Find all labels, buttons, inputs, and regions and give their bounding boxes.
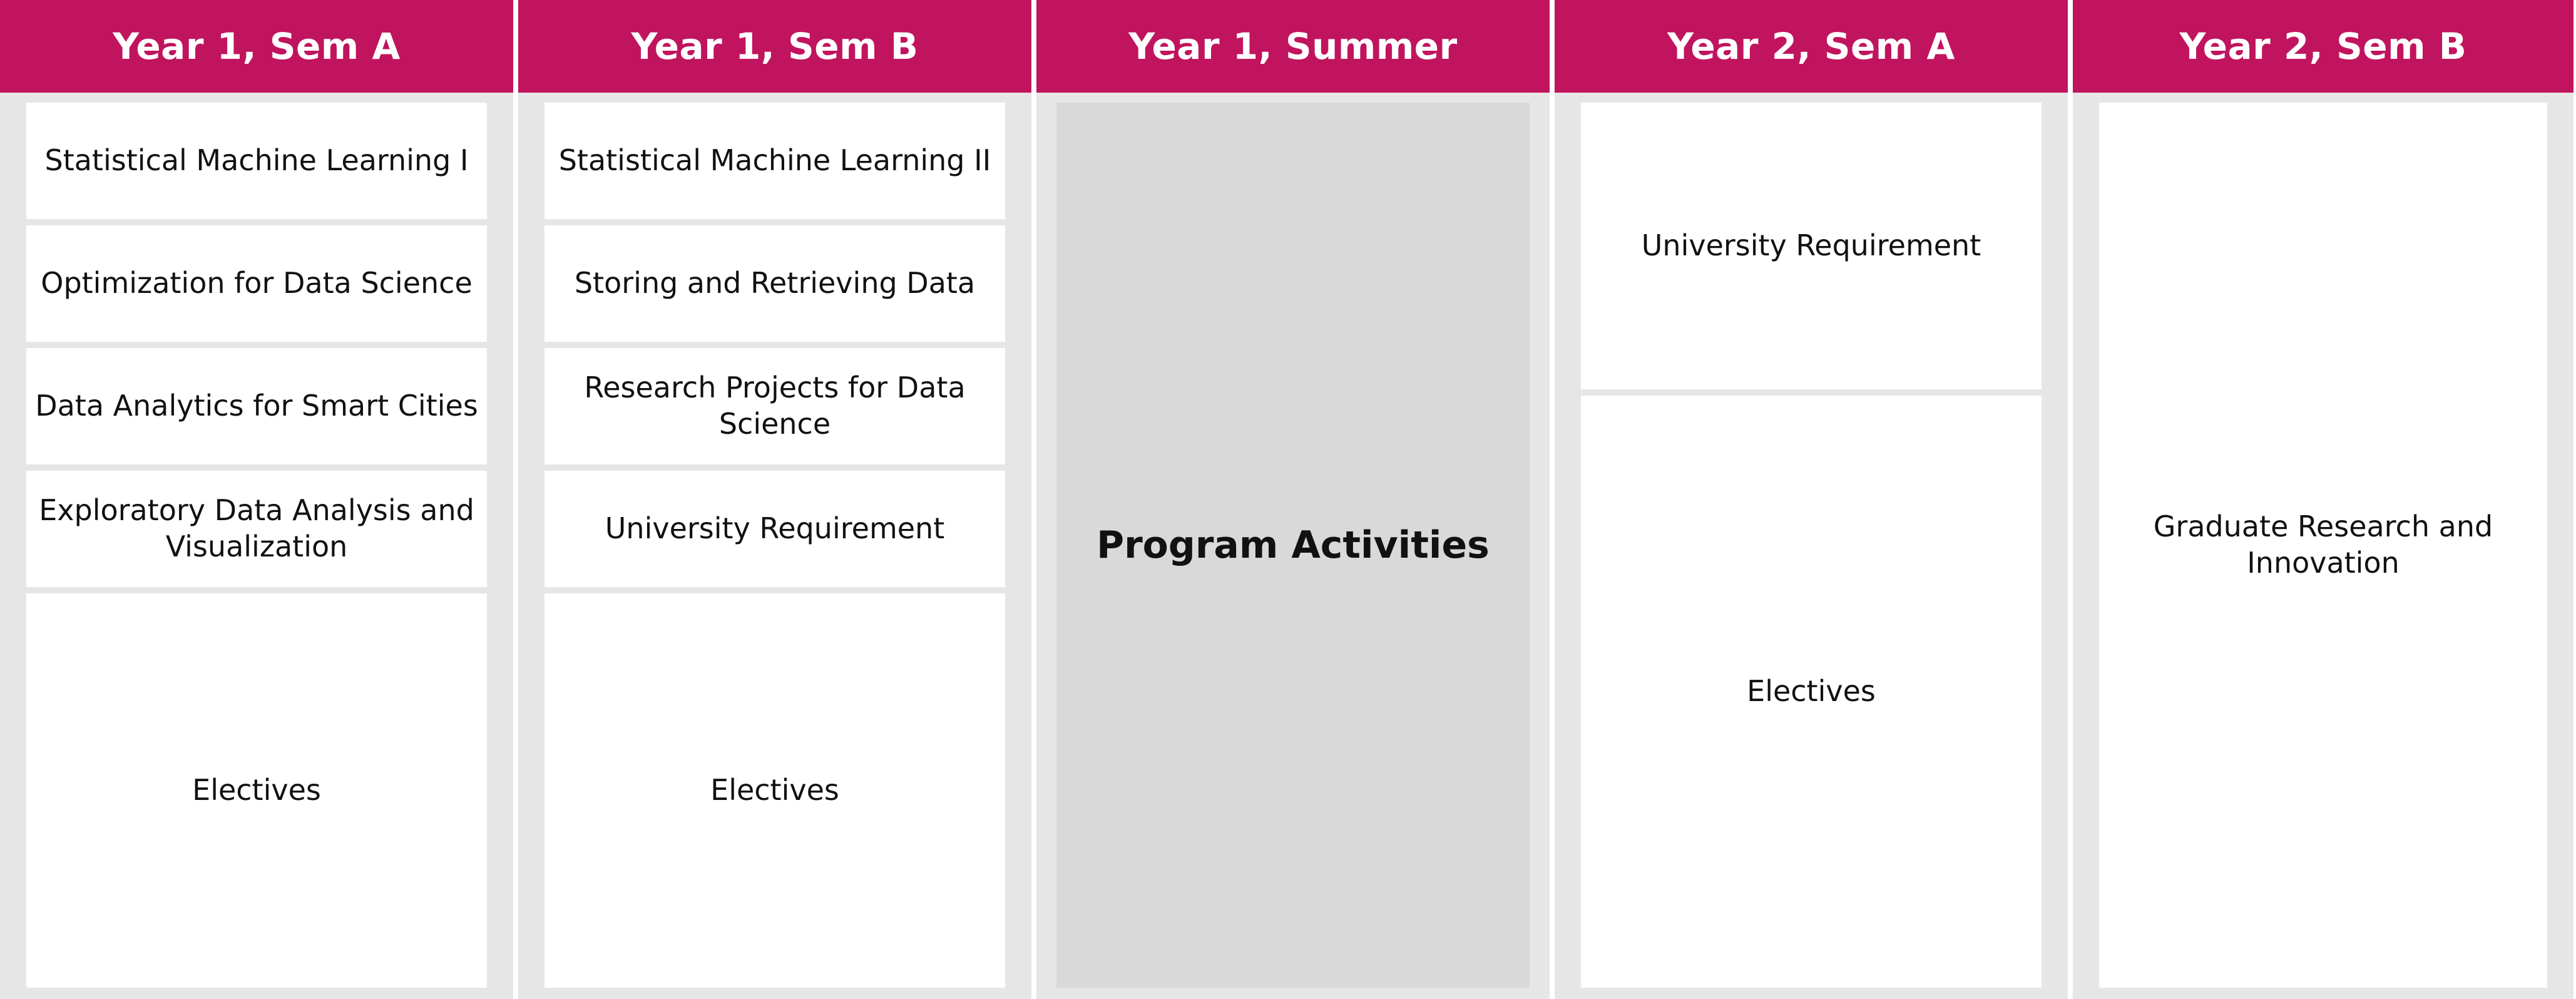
column-body-year2-sem-b [2073,93,2573,999]
column-body-year1-summer [1036,93,1550,999]
column-year1-sem-b [518,0,1031,999]
university-requirement-card: University Requirement [1581,103,2042,389]
course-card: University Requirement [544,471,1005,587]
column-header-year1-sem-a: Year 1, Sem A [0,0,513,93]
course-card: Exploratory Data Analysis and Visualization [26,471,487,587]
course-card: Data Analytics for Smart Cities [26,348,487,464]
electives-card: Electives [1581,396,2042,988]
column-year2-sem-a [1555,0,2068,999]
column-header-year1-summer: Year 1, Summer [1036,0,1550,93]
column-year2-sem-b [2073,0,2573,999]
course-card: Statistical Machine Learning II [544,103,1005,219]
column-body-year2-sem-a [1555,93,2068,999]
column-header-year1-sem-b: Year 1, Sem B [518,0,1031,93]
column-header-year2-sem-b: Year 2, Sem B [2073,0,2573,93]
column-body-year1-sem-b [518,93,1031,999]
column-year1-sem-a [0,0,513,999]
electives-card: Electives [544,593,1005,988]
column-header-year2-sem-a: Year 2, Sem A [1555,0,2068,93]
course-card: Graduate Research and Innovation [2099,103,2547,988]
course-card: Storing and Retrieving Data [544,225,1005,342]
course-card: Optimization for Data Science [26,225,487,342]
column-body-year1-sem-a [0,93,513,999]
course-card: Statistical Machine Learning I [26,103,487,219]
column-year1-summer [1036,0,1550,999]
course-card: Research Projects for Data Science [544,348,1005,464]
electives-card: Electives [26,593,487,988]
program-activities-card: Program Activities [1056,103,1530,988]
